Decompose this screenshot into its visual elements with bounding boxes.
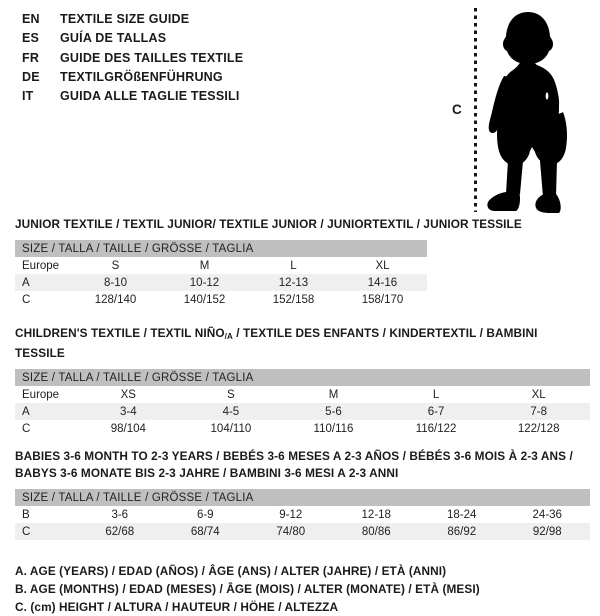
size-cell: 104/110 [210, 422, 252, 435]
table-row-age-months [15, 506, 590, 523]
size-cell: 6-9 [196, 508, 214, 521]
footnote-c: C. (cm) HEIGHT / ALTURA / HAUTEUR / HÖHE / ALTEZZA [15, 600, 339, 614]
table-row-age [15, 274, 427, 291]
size-cell: 3-6 [111, 508, 129, 521]
size-table-babies [15, 489, 590, 540]
language-label: GUÍA DE TALLAS [60, 31, 167, 46]
size-cell: 3-4 [119, 405, 137, 418]
size-cell: 8-10 [103, 276, 128, 289]
size-cell: 86/92 [447, 525, 477, 538]
title-text: / TEXTILE DES ENFANTS / KINDERTEXTIL / BAMBINI TESSILE [15, 326, 538, 360]
footnote-a: A. AGE (YEARS) / EDAD (AÑOS) / ÂGE (ANS) / ALTER (JAHRE) / ETÀ (ANNI) [15, 564, 447, 578]
table-header-row [15, 240, 427, 257]
size-cell: 6-7 [427, 405, 445, 418]
table-header-row [15, 489, 590, 506]
size-cell: 122/128 [517, 422, 560, 435]
row-label: C [22, 525, 31, 538]
size-header-band: SIZE / TALLA / TAILLE / GRÖSSE / TAGLIA [15, 240, 427, 257]
size-table-children [15, 369, 590, 437]
size-cell: 158/170 [361, 293, 404, 306]
language-label: GUIDE DES TAILLES TEXTILE [60, 50, 244, 65]
size-cell: L [290, 259, 297, 272]
size-cell: 14-16 [367, 276, 398, 289]
size-cell: XS [120, 388, 136, 401]
size-cell: 7-8 [530, 405, 547, 418]
size-cell: 116/122 [415, 422, 457, 435]
language-row-es [22, 29, 243, 48]
table-row-height [15, 523, 590, 540]
size-section-children [15, 325, 590, 437]
size-cell: M [199, 259, 210, 272]
size-cell: 140/152 [183, 293, 226, 306]
row-label: C [22, 293, 31, 306]
language-code: EN [22, 12, 40, 26]
language-label: TEXTILE SIZE GUIDE [60, 12, 190, 26]
size-section-junior [15, 216, 590, 308]
section-title-children [15, 325, 590, 362]
row-label: A [22, 276, 30, 289]
size-cell: L [432, 388, 440, 401]
language-label: TEXTILGRÖßENFÜHRUNG [60, 69, 223, 84]
language-label: GUIDA ALLE TAGLIE TESSILI [60, 89, 240, 104]
table-row-europe [15, 257, 427, 274]
language-row-it [22, 87, 243, 106]
row-label: A [22, 405, 30, 418]
size-header-band: SIZE / TALLA / TAILLE / GRÖSSE / TAGLIA [15, 369, 590, 386]
size-cell: 5-6 [325, 405, 342, 418]
title-subscript: /A [224, 332, 233, 341]
language-code: IT [22, 89, 34, 104]
footnote-b: B. AGE (MONTHS) / EDAD (MESES) / ÂGE (MOIS) / ALTER (MONATE) / ETÀ (MESI) [15, 582, 480, 596]
section-title-babies [15, 448, 590, 482]
size-cell: 4-5 [222, 405, 240, 418]
size-cell: 12-18 [361, 508, 391, 521]
title-line-1: BABIES 3-6 MONTH TO 2-3 YEARS / BEBÉS 3-6 MESES A 2-3 AÑOS / BÉBÉS 3-6 MOIS À 2-3 ANS / [15, 449, 573, 463]
size-cell: 98/104 [110, 422, 146, 435]
language-row-en [22, 10, 243, 29]
table-row-europe [15, 386, 590, 403]
language-code: DE [22, 69, 40, 84]
language-row-de [22, 68, 243, 87]
language-code: FR [22, 50, 40, 65]
baby-silhouette-icon [484, 4, 584, 216]
size-cell: 18-24 [447, 508, 477, 521]
size-header-band: SIZE / TALLA / TAILLE / GRÖSSE / TAGLIA [15, 489, 590, 506]
table-header-row [15, 369, 590, 386]
table-row-age [15, 403, 590, 420]
language-row-fr [22, 49, 243, 68]
size-cell: M [328, 388, 339, 401]
size-cell: 62/68 [105, 525, 135, 538]
row-label: Europe [22, 259, 60, 272]
size-cell: 10-12 [189, 276, 220, 289]
size-cell: 110/116 [313, 422, 354, 435]
size-cell: 128/140 [94, 293, 137, 306]
size-cell: S [111, 259, 120, 272]
table-row-height [15, 420, 590, 437]
title-text: CHILDREN'S TEXTILE / TEXTIL NIÑO [15, 326, 225, 340]
row-label: B [22, 508, 30, 521]
language-title-block [22, 10, 243, 106]
size-cell: 24-36 [532, 508, 562, 521]
size-cell: 152/158 [272, 293, 315, 306]
section-title-junior: JUNIOR TEXTILE / TEXTIL JUNIOR/ TEXTILE JUNIOR / JUNIORTEXTIL / JUNIOR TESSILE [15, 217, 522, 231]
height-measure-line [474, 8, 477, 212]
size-cell: 92/98 [532, 525, 562, 538]
table-row-height [15, 291, 427, 308]
size-table-junior [15, 240, 427, 308]
height-marker-label: C [452, 102, 462, 117]
row-label: C [22, 422, 31, 435]
size-cell: 68/74 [190, 525, 220, 538]
size-cell: 80/86 [361, 525, 391, 538]
legend-footnotes [15, 562, 590, 616]
size-tables-area [15, 216, 590, 616]
title-line-2: BABYS 3-6 MONATE BIS 2-3 JAHRE / BAMBINI 3-6 MESI A 2-3 ANNI [15, 466, 399, 480]
size-cell: XL [531, 388, 546, 401]
size-cell: S [227, 388, 235, 401]
language-code: ES [22, 31, 40, 46]
size-section-babies [15, 448, 590, 540]
row-label: Europe [22, 388, 60, 401]
size-cell: 74/80 [276, 525, 306, 538]
size-cell: 9-12 [279, 508, 303, 521]
size-cell: 12-13 [278, 276, 309, 289]
size-cell: XL [375, 259, 390, 272]
